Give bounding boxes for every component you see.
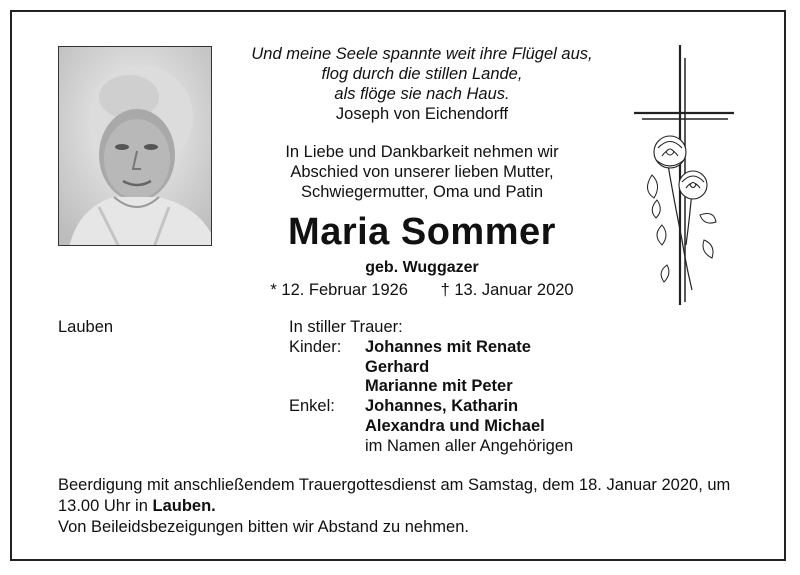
poem-line: Und meine Seele spannte weit ihre Flügel aus, [251,45,593,63]
children-label: Kinder: [289,337,342,356]
funeral-place: Lauben. [152,497,216,515]
birth-name: geb. Wuggazer [365,259,479,276]
poem-author: Joseph von Eichendorff [335,105,509,123]
child-entry: Marianne mit Peter [365,377,513,396]
poem-line: als flöge sie nach Haus. [334,85,510,103]
portrait-photo [58,46,212,246]
deceased-name: Maria Sommer [288,211,556,253]
grandchild-entry: Alexandra und Michael [365,416,545,435]
funeral-info [58,475,748,538]
poem-block [218,44,626,124]
intro-line: Abschied von unserer lieben Mutter, [290,163,554,181]
intro-line: Schwiegermutter, Oma und Patin [300,183,544,201]
life-dates [218,281,626,300]
intro-text [218,142,626,202]
death-date: † 13. Januar 2020 [440,281,574,299]
mourners-heading: In stiller Trauer: [289,318,403,336]
poem-line: flog durch die stillen Lande, [321,65,523,83]
cross-with-roses-icon [612,40,742,310]
mourners-footer: im Namen aller Angehörigen [365,436,574,455]
funeral-details: Beerdigung mit anschließendem Trauergottesdienst am Samstag, dem 18. Januar 2020, um 13.00 Uhr in [58,476,731,515]
grandchildren-label: Enkel: [289,397,335,416]
funeral-text [58,475,748,517]
child-entry: Johannes mit Renate [365,337,531,356]
child-entry: Gerhard [365,357,430,376]
condolence-note: Von Beileidsbezeigungen bitten wir Abstand zu nehmen. [58,518,469,536]
intro-line: In Liebe und Dankbarkeit nehmen wir [285,143,559,161]
place-name: Lauben [58,318,114,336]
birth-date: * 12. Februar 1926 [270,281,408,299]
grandchild-entry: Johannes, Katharin [365,397,519,416]
